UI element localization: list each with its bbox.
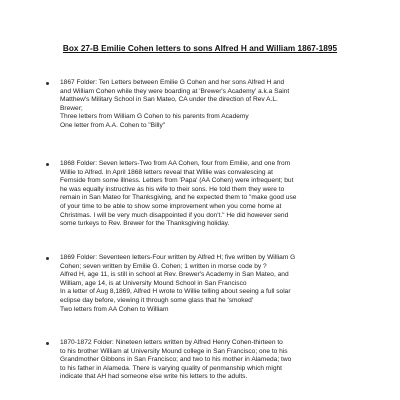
entry-line: Two letters from AA Cohen to William — [60, 305, 169, 313]
list-item — [60, 254, 360, 314]
bullet-icon — [46, 342, 49, 345]
entry-line: remain in San Mateo for Thanksgiving, and he expected them to "make good use — [60, 194, 297, 202]
entry-line: Willie to Alfred. In April 1868 letters reveal that Willie was convalescing at — [60, 168, 273, 176]
entry-line: Cohen; seven written by Emilie G. Cohen; 1 written in morse code by ? — [60, 262, 267, 270]
entry-line: some turkeys to Rev. Brewer for the Thanksgiving holiday. — [60, 220, 230, 228]
entry-line: William, age 14, is at University Mound School in San Francisco — [60, 279, 247, 287]
entry-line: Fernside from some illness. Letters from 'Papa' (AA Cohen) were infrequent; but — [60, 177, 294, 185]
entry-line: 1869 Folder: Seventeen letters-Four written by Alfred H; five written by William G — [60, 254, 296, 261]
entry-line: 1867 Folder: Ten Letters between Emilie G Cohen and her sons Alfred H and — [60, 79, 285, 86]
entry-line: In a letter of Aug 8,1869, Alfred H wrote to Willie telling about seeing a full solar — [60, 288, 291, 296]
entry-line: he was equally instructive as his wife to their sons. He told them they were to — [60, 185, 285, 193]
entry-line: 1870-1872 Folder: Nineteen letters written by Alfred Henry Cohen-thirteen to — [60, 339, 283, 346]
list-item — [60, 79, 360, 131]
entry-line: Christmas. I will be very much disappointed if you don't." He did however send — [60, 211, 289, 219]
bullet-icon — [46, 163, 49, 166]
entry-line: eclipse day before, viewing it through some glass that he 'smoked' — [60, 296, 254, 304]
entry-line: 1868 Folder: Seven letters-Two from AA Cohen, four from Emilie, and one from — [60, 160, 291, 167]
list-item — [60, 160, 360, 229]
bullet-icon — [46, 257, 49, 260]
entry-line: Grandmother Gibbons in San Francisco; and two to his mother in Alameda; two — [60, 356, 292, 364]
entry-line: indicate that AH had someone else write his letters to the adults. — [60, 373, 248, 381]
entry-line: Brewer; — [60, 104, 83, 112]
list-item — [60, 339, 360, 382]
entry-line: Matthew's Military School in San Mateo, CA under the direction of Rev A.L. — [60, 96, 278, 104]
entry-line: and William Cohen while they were boarding at 'Brewer's Academy' a.k.a Saint — [60, 87, 290, 95]
document-title: Box 27-B Emilie Cohen letters to sons Alfred H and William 1867-1895 — [62, 44, 338, 53]
entry-line: Three letters from William G Cohen to his parents from Academy — [60, 113, 249, 121]
entry-line: One letter from A.A. Cohen to "Billy" — [60, 121, 166, 129]
entry-line: to his father in Alameda. There is varying quality of penmanship which might — [60, 364, 282, 372]
entry-line: to his brother William at University Mound college in San Francisco; one to his — [60, 347, 288, 355]
entry-line: of your time to be able to show some improvement when you come home at — [60, 202, 282, 210]
entry-line: Alfred H, age 11, is still in school at Rev. Brewer's Academy in San Mateo, and — [60, 271, 289, 279]
bullet-icon — [46, 82, 49, 85]
